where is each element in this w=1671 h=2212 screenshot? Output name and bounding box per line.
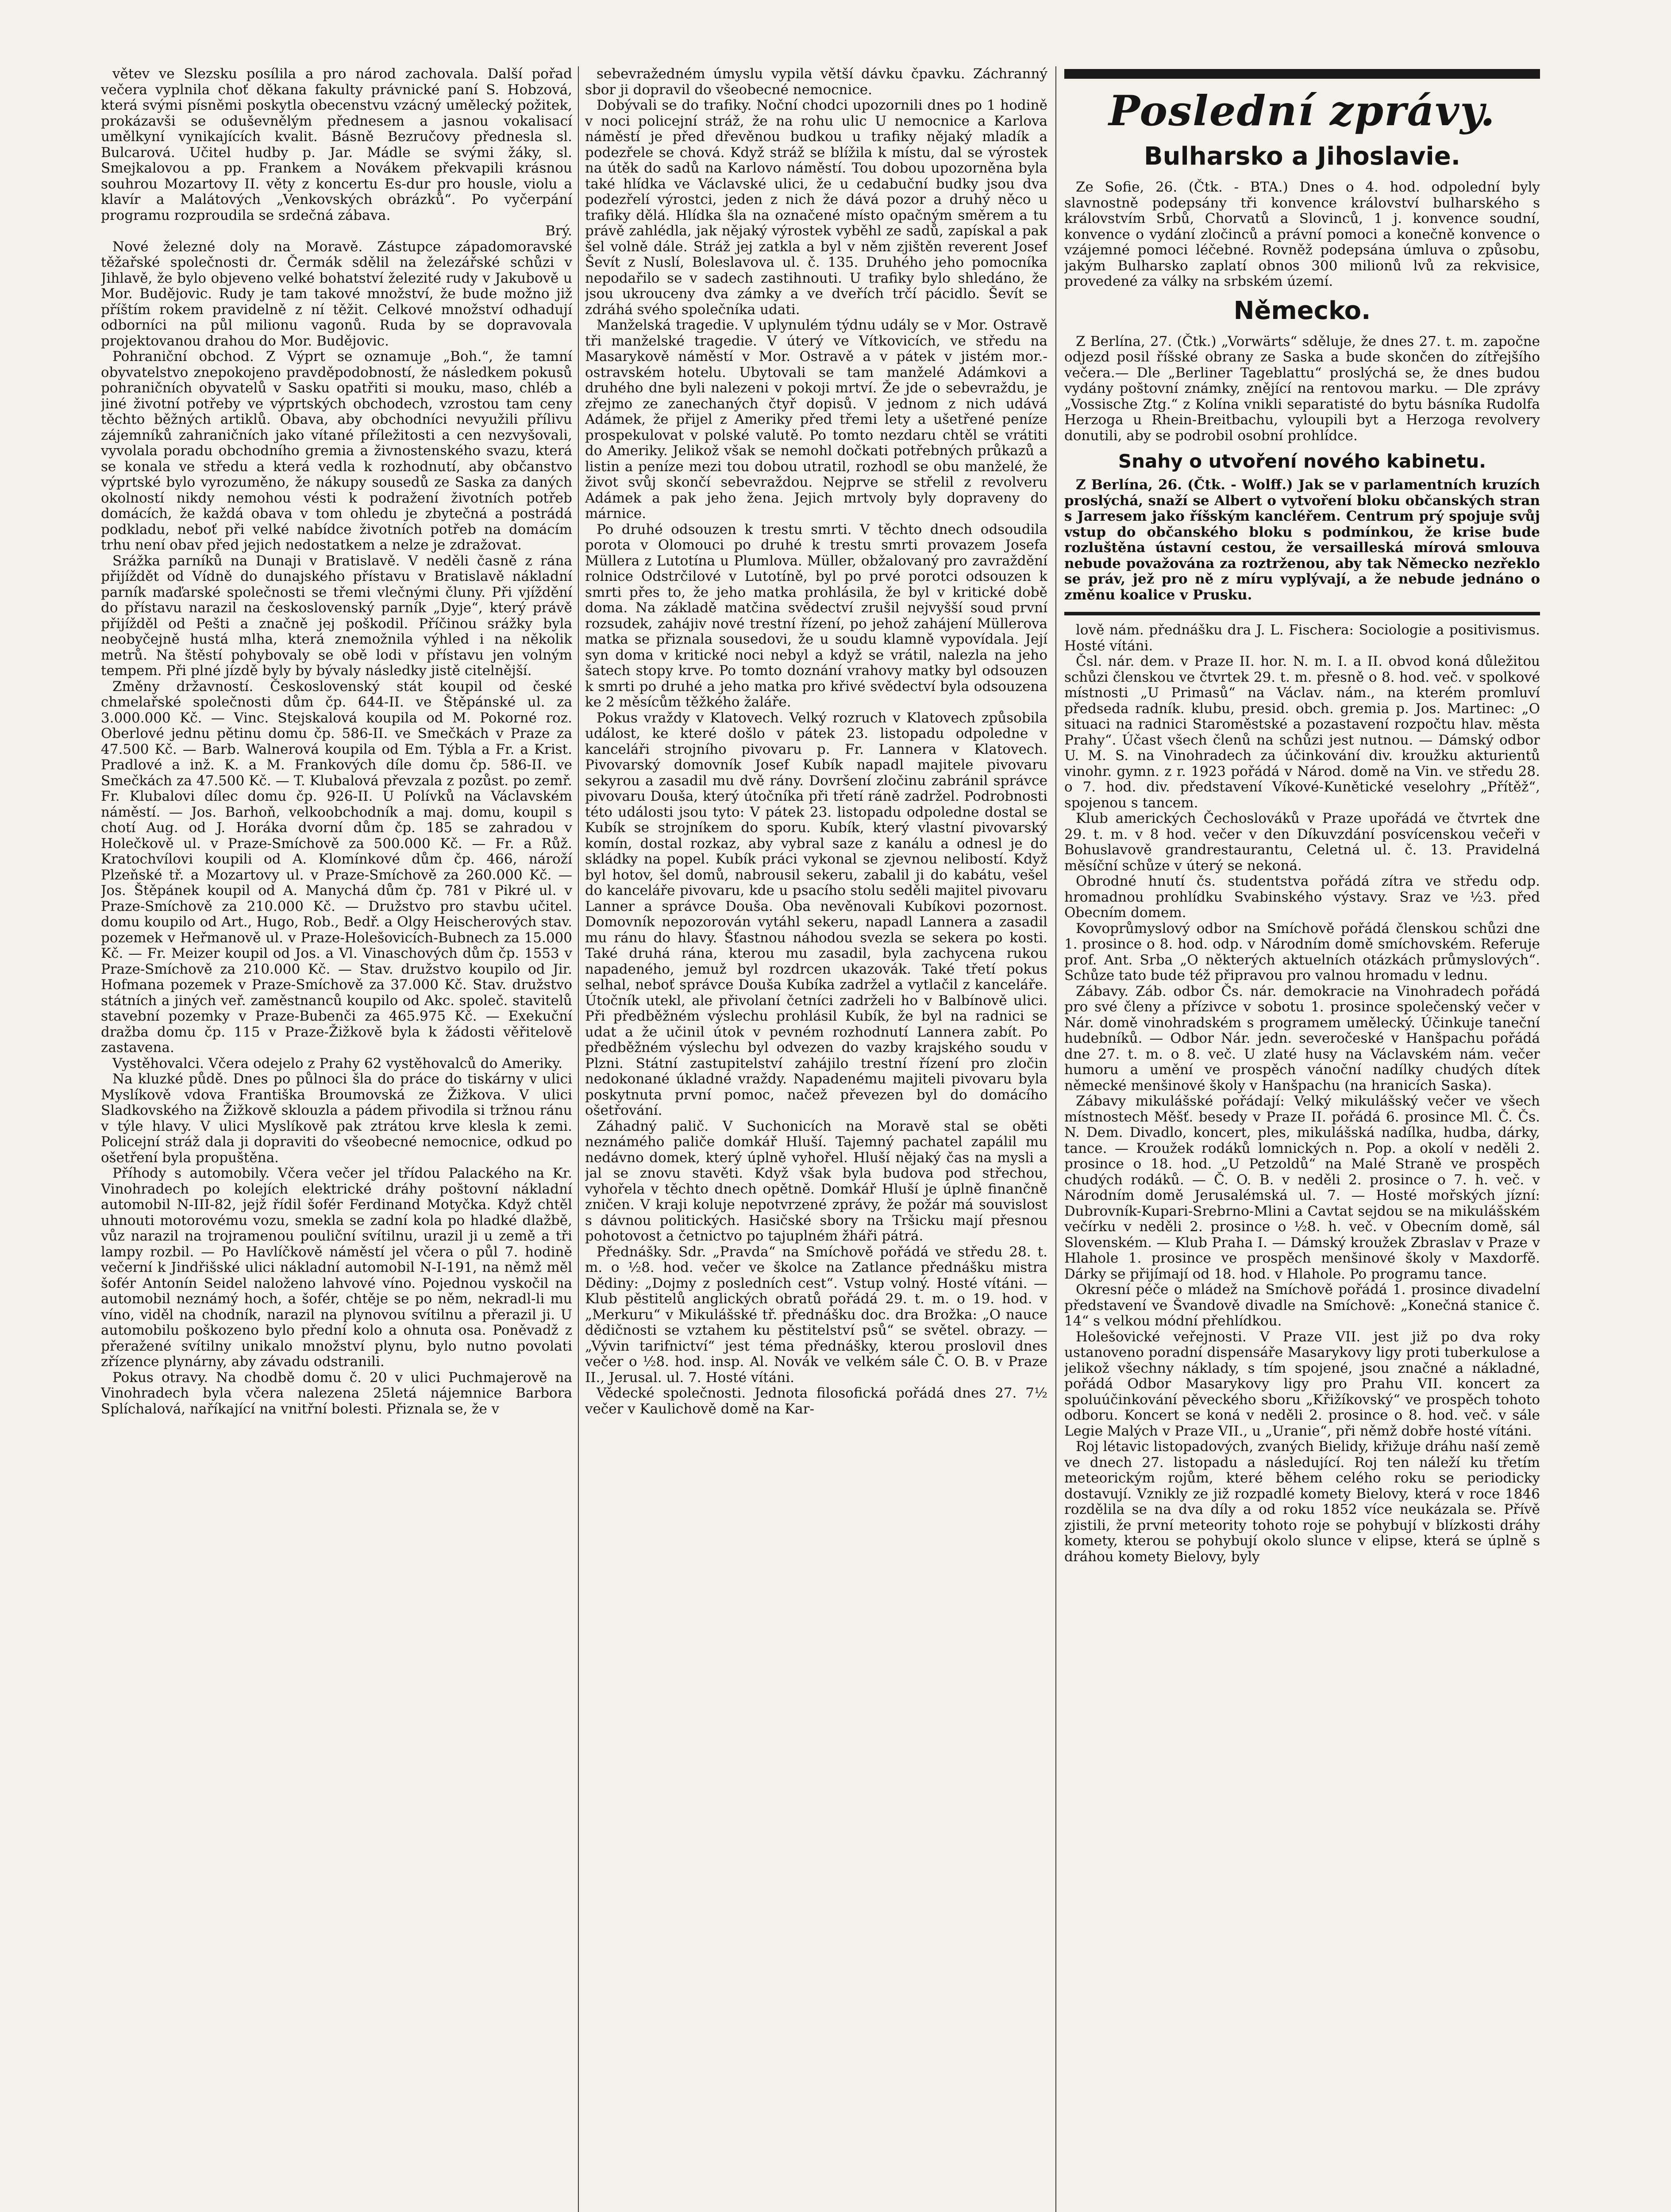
column-divider: [1055, 66, 1056, 2212]
article-paragraph: Příhody s automobily. Včera večer jel třídou Palackého na Kr. Vinohradech po kolejích elektrické dráhy poštovní nákladní automobil N-III-82, jejž řídil šofér Ferdinand Motyčka. Když chtěl uhnouti motorovému vozu, smekla se zadní kola po hladké dlažbě, vůz narazil na trojramenou pouliční svítilnu, urazil ji u země a tři lampy rozbil. — Po Havlíčkově náměstí jel včera o půl 7. hodině večerní k Jindřišské ulici nákladní automobil N-I-191, na němž měl šofér Antonín Seidel naloženo lahvové víno. Pojednou vyskočil na automobil neznámý hoch, a šofér, chtěje se po něm, nekradl-li mu víno, viděl na chodník, narazil na plynovou svítilnu a přerazil ji. U automobilu poškozeno bylo přední kolo a ohnuta osa. Poněvadž z přeražené svítilny unikalo množství plynu, bylo nutno povolati zřízence plynárny, aby závadu odstranili.: [101, 1165, 572, 1370]
article-paragraph: lově nám. přednášku dra J. L. Fischera: Sociologie a positivismus. Hosté vítáni.: [1064, 622, 1540, 654]
section-title: Bulharsko a Jihoslavie.: [1144, 142, 1460, 171]
column-2: [585, 66, 1047, 2212]
article-paragraph: Z Berlína, 27. (Čtk.) „Vorwärts“ sděluje, že dnes 27. t. m. započne odjezd posil říšské obrany ze Saska a bude skončen do zítřejšího večera.— Dle „Berliner Tageblattu“ proslýchá se, že dnes budou vydány poštovní známky, znějící na rentovou marku. — Dle zprávy „Vossische Ztg.“ z Kolína vnikli separatisté do bytu básníka Rudolfa Herzoga u Rhein-Breitbachu, vyloupili byt a Herzoga revolvery donutili, aby se podrobil osobní prohlídce.: [1064, 333, 1540, 444]
article-paragraph: Ze Sofie, 26. (Čtk. - BTA.) Dnes o 4. hod. odpolední byly slavnostně podepsány tři konvence království bulharského s královstvím Srbů, Chorvatů a Slovinců, 1 j. konvence soudní, konvence o vydání zločinců a právní pomoci a konečně konvence o vzájemné pomoci léčebné. Rovněž podepsána úmluva o způsobu, jakým Bulharsko zaplatí obnos 300 milionů lvů za rekvisice, provedené za války na srbském území.: [1064, 179, 1540, 289]
article-paragraph: Holešovické veřejnosti. V Praze VII. jest již po dva roky ustanoveno poradní dispensáře Masarykovy ligy proti tuberkulose a jelikož všechny náklady, s tím spojené, jsou značné a nákladné, pořádá Odbor Masarykovy ligy pro Prahu VII. koncert za spoluúčinkování pěveckého sboru „Křižíkovský“ ve prospěch tohoto odboru. Koncert se koná v neděli 2. prosince o 8. hod. več. v sále Legie Malých v Praze VII., u „Uranie“, při němž dobře hosté vítáni.: [1064, 1329, 1540, 1439]
section-title: Snahy o utvoření nového kabinetu.: [1118, 450, 1486, 472]
article-paragraph: Zábavy. Záb. odbor Čs. nár. demokracie na Vinohradech pořádá pro své členy a přízivce v sobotu 1. prosince společenský večer v Nár. domě vinohradském s programem umělecký. Účinkuje taneční hudebníků. — Odbor Nár. jedn. severočeské v Hanšpachu pořádá dne 27. t. m. o 8. več. U zlaté husy na Václavském nám. večer humoru a umění ve prospěch vánoční nadílky chudých dítek německé menšinové školy v Hanšpachu (na hranicích Saska).: [1064, 983, 1540, 1094]
article-paragraph: Zábavy mikulášské pořádají: Velký mikulášský večer ve všech místnostech Měšť. besedy v Praze II. pořádá 6. prosince Ml. Č. Čs. N. Dem. Divadlo, koncert, ples, mikulášská nadílka, hudba, dárky, tance. — Kroužek rodáků lomnických n. Pop. a okolí v neděli 2. prosince o 18. hod. „U Petzoldů“ na Malé Straně ve prospěch chudých rodáků. — Č. O. B. v neděli 2. prosince o 7. h. več. v Národním domě Jerusalémská ul. 7. — Hosté mořských jízní: Dubrovník-Kupari-Srebrno-Mlini a Cavtat sejdou se na mikulášském večírku v neděli 2. prosince o ½8. h. več. v Obecním domě, sál Slovenském. — Klub Praha I. — Dámský kroužek Zbraslav v Praze v Hlahole 1. prosince ve prospěch menšinové školy v Maxdorfě. Dárky se přijímají od 18. hod. v Hlahole. Po programu tance.: [1064, 1093, 1540, 1282]
article-paragraph: Kovoprůmyslový odbor na Smíchově pořádá členskou schůzi dne 1. prosince o 8. hod. odp. v Národním domě smíchovském. Referuje prof. Ant. Srba „O některých aktuelních otázkách průmyslových“. Schůze tato bude též připravou pro valnou hromadu v lednu.: [1064, 920, 1540, 983]
header-rule: [1064, 69, 1540, 79]
column-1: [101, 66, 572, 2212]
article-paragraph: Nové železné doly na Moravě. Zástupce západomoravské těžařské společnosti dr. Čermák sdělil na železářské schůzi v Jihlavě, že bylo objeveno velké bohatství železité rudy v Jakubově u Mor. Budějovic. Rudy je tam takové množství, že bude možno již příštím rokem pravidelně z ní těžit. Celkové množství odhadují odborníci na půl milionu vagonů. Ruda by se dopravovala projektovanou drahou do Mor. Budějovic.: [101, 238, 572, 349]
article-paragraph: Dobývali se do trafiky. Noční chodci upozornili dnes po 1 hodině v noci policejní stráž, že na rohu ulic U nemocnice a Karlova náměstí je před dřevěnou budkou u trafiky nějaký mladík a podezřele se chová. Když stráž se blížila k místu, dal se výrostek na útěk do sadů na Karlovo náměstí. Tou dobou upozorněna byla také hlídka ve Václavské ulici, že u cedabuční budky jsou dva podezřelí výrostci, jeden z nich že dává pozor a druhý něco u trafiky dělá. Hlídka šla na označené místo opačným směrem a tu právě zahlédla, jak nějaký výrostek vyběhl ze sadů, zapískal a pak šel volně dále. Stráž jej zatkla a byl v něm zjištěn reverent Josef Ševít z Nuslí, Boleslavova ul. č. 135. Druhého jeho pomocníka nepodařilo se v sadech zastihnouti. U trafiky bylo shledáno, že jsou ukrouceny dva zámky a ve dveřích trčí pácidlo. Ševít se zdráhá svého společníka udati.: [585, 97, 1047, 318]
article-paragraph: Z Berlína, 26. (Čtk. - Wolff.) Jak se v parlamentních kruzích proslýchá, snaží se Albert o vytvoření bloku občanských stran s Jarresem jako říšským kancléřem. Centrum prý spojuje svůj vstup do občanského bloku s podmínkou, že krise bude rozluštěna ústavní cestou, že versailleská mírová smlouva nebude považována za roztrženou, aby tak Německo nezřeklo se práv, jež pro ně z míru vyplývají, a že nebude jednáno o změnu koalice v Prusku.: [1064, 477, 1540, 603]
section-title: Německo.: [1233, 296, 1371, 325]
article-paragraph: Pokus vraždy v Klatovech. Velký rozruch v Klatovech způsobila událost, ke které došlo v pátek 23. listopadu odpoledne v kanceláři strojního pivovaru p. Fr. Lannera v Klatovech. Pivovarský domovník Josef Kubík napadl majitele pivovaru sekyrou a zasadil mu dvě rány. Dovršení zločinu zabránil správce pivovaru Douša, který útočníka při třetí ráně zadržel. Podrobnosti této události jsou tyto: V pátek 23. listopadu odpoledne dostal se Kubík se strojníkem do sporu. Kubík, který vlastní pivovarský komín, dostal rozkaz, aby vybral saze z kanálu a odnesl je do skládky na popel. Kubík práci vykonal se zjevnou nelibostí. Když byl hotov, šel domů, nabrousil sekeru, zabalil ji do kabátu, vešel do kanceláře pivovaru, kde u psacího stolu seděli majitel pivovaru Lanner a správce Douša. Oba nevěnovali Kubíkovi pozornost. Domovník nepozorován vytáhl sekeru, napadl Lannera a zasadil mu ránu do hlavy. Šťastnou náhodou svezla se sekera po kosti. Také druhá rána, kterou mu zasadil, byla zachycena rukou napadeného, jemuž byl rozdrcen ukazovák. Také třetí pokus selhal, neboť správce Douša Kubíka zadržel a vytlačil z kanceláře. Útočník utekl, ale přivolaní četníci zadrželi ho v Balbínově ulici. Při předběžném výslechu prohlásil Kubík, že byl na radnici se udat a že učinil útok v pevném rozhodnutí Lannera zabít. Po předběžném výslechu byl odvezen do vazby krajského soudu v Plzni. Státní zastupitelství zahájilo trestní řízení pro zločin nedokonané úkladné vraždy. Napadenému majiteli pivovaru byla poskytnuta první pomoc, načež převezen byl do domácího ošetřování.: [585, 710, 1047, 1118]
article-paragraph: Přednášky. Sdr. „Pravda“ na Smíchově pořádá ve středu 28. t. m. o ½8. hod. večer ve školce na Zatlance přednášku mistra Dědiny: „Dojmy z posledních cest“. Vstup volný. Hosté vítáni. — Klub pěstitelů anglických obratů pořádá 29. t. m. o 19. hod. v „Merkuru“ v Mikulášské tř. přednášku doc. dra Brožka: „O nauce dědičnosti se vztahem ku pěstitelství psů“ se světel. obrazy. — „Vývin tarifnictví“ jest téma přednášky, kterou proslovil dnes večer o ½8. hod. insp. Al. Novák ve velkém sále Č. O. B. v Praze II., Jerusal. ul. 7. Hosté vítáni.: [585, 1244, 1047, 1386]
article-paragraph: Vystěhovalci. Včera odejelo z Prahy 62 vystěhovalců do Ameriky.: [112, 1055, 563, 1071]
article-paragraph: Pohraniční obchod. Z Výprt se oznamuje „Boh.“, že tamní obyvatelstvo znepokojeno pravděpodobností, že následkem pokusů pohraničních obyvatelů v Sasku opatřiti si mouku, maso, chléb a jiné životní potřeby ve výprtských obchodech, vzrostou tam ceny těchto běžných artiklů. Obava, aby obchodníci nevyužili přílivu zájemníků zahraničních jako vítané příležitosti a cen nezvyšovali, vyvolala poradu obchodního gremia a živnostenského svazu, která se konala ve středu a která vedla k rozhodnutí, aby občanstvo výprtské bylo vyrozuměno, že nákupy sousedů ze Saska za daných okolností nikdy nemohou vésti k podražení životních potřeb domácích, že každá obava v tom ohledu je zbytečná a postrádá podkladu, neboť při velké nabídce životních potřeb na domácím trhu není obav před jejich nedostatkem a nelze je zdražovat.: [101, 349, 572, 553]
column-divider: [578, 66, 579, 2212]
article-paragraph: Na kluzké půdě. Dnes po půlnoci šla do práce do tiskárny v ulici Myslíkově vdova Františka Broumovská ze Žižkova. V ulici Sladkovského na Žižkově sklouzla a pádem přivodila si tržnou ránu v týle hlavy. V ulici Myslíkově pak ztrátou krve klesla k zemi. Policejní stráž dala ji dopraviti do všeobecné nemocnice, odkud po ošetření byla propuštěna.: [101, 1071, 572, 1166]
article-paragraph: sebevražedném úmyslu vypila větší dávku čpavku. Záchranný sbor ji dopravil do všeobecné nemocnice.: [585, 66, 1047, 98]
article-paragraph: Manželská tragedie. V uplynulém týdnu udály se v Mor. Ostravě tři manželské tragedie. V úterý ve Vítkovicích, ve středu na Masarykově náměstí v Mor. Ostravě a v pátek v jistém mor.-ostravském hotelu. Ubytovali se tam manželé Adámkovi a druhého dne byli nalezeni v pokoji mrtví. Že jde o sebevraždu, je zřejmo ze zanechaných čtyř dopisů. V jednom z nich udává Adámek, že přijel z Ameriky před třemi lety a ušetřené peníze prospekulovat v polské valutě. Po tomto nezdaru chtěl se vrátiti do Ameriky. Jelikož však se nemohl dočkati potřebných průkazů a listin a peníze mezi tou dobou utratil, rozhodl se obu manželé, že život svůj skončí sebevraždou. Nejprve se střelil z revolveru Adámek a pak jeho žena. Jejich mrtvoly byly dopraveny do márnice.: [585, 317, 1047, 522]
section-divider: [1064, 612, 1540, 615]
article-signature: Brý.: [545, 223, 572, 239]
article-paragraph: Srážka parníků na Dunaji v Bratislavě. V neděli časně z rána přijíždět od Vídně do dunajského přístavu v Bratislavě nákladní parník maďarské společnosti se třemi vlečnými čluny. Při vjíždění do přístavu narazil na československý parník „Dyje“, který právě přijížděl od Pešti a značně jej poškodil. Příčinou srážky byla neobyčejně hustá mlha, která znemožnila výhled i na několik metrů. Na štěstí pohybovaly se obě lodi v přístavu jen volným tempem. Při plné jízdě byly by bývaly následky jistě citelnější.: [101, 553, 572, 679]
article-paragraph: Klub amerických Čechoslováků v Praze upořádá ve čtvrtek dne 29. t. m. v 8 hod. večer v den Díkuvzdání posvícenskou večeři v Bohuslavově grandrestaurantu, Celetná ul. č. 13. Pravidelná měsíční schůze v úterý se nekoná.: [1064, 810, 1540, 874]
article-paragraph: Pokus otravy. Na chodbě domu č. 20 v ulici Puchmajerově na Vinohradech byla včera nalezena 25letá nájemnice Barbora Splíchalová, naříkající na vnitřní bolesti. Přiznala se, že v: [101, 1369, 572, 1417]
article-paragraph: Záhadný palič. V Suchonicích na Moravě stal se oběti neznámého paliče domkář Hluší. Tajemný pachatel zapálil mu nedávno domek, který úplně vyhořel. Hluší nějaký čas na mysli a jal se znovu stavěti. Když však byla budova pod střechou, vyhořela v těchto dnech opětně. Domkář Hluší je úplně finančně zničen. V kraji koluje nepotvrzené zprávy, že požár má souvislost s dávnou politických. Hasičské sbory na Tršicku mají přesnou pohotovost a četnictvo po tajuplném žháři pátrá.: [585, 1118, 1047, 1244]
article-paragraph: Po druhé odsouzen k trestu smrti. V těchto dnech odsoudila porota v Olomouci po druhé k trestu smrti provazem Josefa Müllera z Lutotína u Plumlova. Müller, obžalovaný pro zavraždění rolnice Odstrčilové v Lutotíně, byl po prvé porotci odsouzen k smrti přes to, že jeho matka prohlásila, že byl v kritické době doma. Na základě matčina svědectví zrušil nejvyšší soud první rozsudek, zahájiv nové trestní řízení, po jehož zahájení Müllerova matka se přiznala sousedovi, že u soudu klamně vypovídala. Její syn doma v kritické noci nebyl a když se vrátil, nalezla na jeho šatech stopy krve. Po tomto doznání vrahovy matky byl odsouzen k smrti po druhé a jeho matka pro křivé svědectví byla odsouzena ke 2 měsícům těžkého žaláře.: [585, 521, 1047, 710]
article-paragraph: Obrodné hnutí čs. studentstva pořádá zítra ve středu odp. hromadnou prohlídku Svabinského výstavy. Sraz ve ½3. před Obecním domem.: [1064, 873, 1540, 921]
column-3: [1064, 66, 1540, 2212]
section-header-title: Poslední zprávy.: [1109, 87, 1496, 135]
article-paragraph: větev ve Slezsku posílila a pro národ zachovala. Další pořad večera vyplnila choť děkana fakulty právnické paní S. Hobzová, která svými písněmi poskytla obecenstvu vzácný umělecký požitek, prokázavši se oduševnělým přednesem a jasnou vokalisací umělkyní vynikajících kvalit. Básně Bezručovy přednesla sl. Bulcarová. Učitel hudby p. Jar. Mádle se svými žáky, sl. Smejkalovou a pp. Frankem a Novákem překvapili krásnou souhrou Mozartovy II. věty z koncertu Es-dur pro housle, violu a klavír a Malátových „Venkovských obrázků“. Po vyčerpání programu rozproudila se srdečná zábava.: [101, 66, 572, 223]
article-paragraph: Vědecké společnosti. Jednota filosofická pořádá dnes 27. 7½ večer v Kaulichově domě na Kar-: [585, 1385, 1047, 1417]
article-paragraph: Čsl. nár. dem. v Praze II. hor. N. m. I. a II. obvod koná důležitou schůzi členskou ve čtvrtek 29. t. m. přesně o 8. hod. več. v spolkové místnosti „U Primasů“ na Václav. nám., na kterém promluví předseda radník. klubu, presid. obch. gremia p. Jos. Martinec: „O situaci na radnici Staroměstské a pozastavení rozpočtu hlav. města Prahy“. Účast všech členů na schůzi jest nutnou. — Dámský odbor U. M. S. na Vinohradech za účinkování div. kroužku akturientů vinohr. gymn. z r. 1923 pořádá v Národ. domě na Vin. ve středu 28. o 7. hod. div. představení Víkové-Kunětické veselohry „Přítěž“, spojenou s tancem.: [1064, 653, 1540, 811]
article-paragraph: Roj létavic listopadových, zvaných Bielidy, křižuje dráhu naší země ve dnech 27. listopadu a následující. Roj ten náleží ku třetím meteorickým rojům, které během celého roku se periodicky dostavují. Vznikly ze již rozpadlé komety Bielovy, která v roce 1846 rozdělila se na dva díly a od roku 1852 více neukázala se. Přívě zjistili, že první meteority tohoto roje se pohybují v blízkosti dráhy komety, kterou se pohybují okolo slunce v elipse, která se úplně s dráhou komety Bielovy, byly: [1064, 1439, 1540, 1565]
article-paragraph: Změny državností. Československý stát koupil od české chmelařské společnosti dům čp. 644-II. ve Štěpánské ul. za 3.000.000 Kč. — Vinc. Stejskalová koupila od M. Pokorné roz. Oberlové jednu pětinu domu čp. 586-II. ve Smečkách v Praze za 47.500 Kč. — Barb. Walnerová koupila od Em. Týbla a Fr. a Krist. Pradlové a inž. K. a M. Frankových díle domu čp. 586-II. ve Smečkách za 47.500 Kč. — T. Klubalová převzala z pozůst. po zemř. Fr. Klubalovi dílec domu čp. 926-II. U Polívků na Václavském náměstí. — Jos. Barhoň, velkoobchodník a maj. domu, koupil s chotí Aug. od J. Horáka dvorní dům čp. 185 se zahradou v Holečkově ul. v Praze-Smíchově za 500.000 Kč. — Fr. a Růž. Kratochvílovi koupili od A. Klomínkové dům čp. 466, nároží Plzeňské tř. a Mozartovy ul. v Praze-Smíchově za 260.000 Kč. — Jos. Štěpánek koupil od A. Manychá dům čp. 781 v Pikré ul. v Praze-Smíchově za 210.000 Kč. — Družstvo pro stavbu učitel. domu koupilo od Art., Hugo, Rob., Bedř. a Olgy Heischerových stav. pozemek v Heřmanově ul. v Praze-Holešovicích-Bubnech za 15.000 Kč. — Fr. Meizer koupil od Jos. a Vl. Vinaschových dům čp. 1553 v Praze-Smíchově za 210.000 Kč. — Stav. družstvo koupilo od Jir. Hofmana pozemek v Praze-Smíchově za 37.000 Kč. Stav. družstvo státních a jiných veř. zaměstnanců koupilo od Akc. společ. stavitelů stavební pozemky v Praze-Bubenči za 465.975 Kč. — Exekuční dražba domu čp. 115 v Praze-Žižkově byla k žádosti věřitelově zastavena.: [101, 678, 572, 1056]
article-paragraph: Okresní péče o mládež na Smíchově pořádá 1. prosince divadelní představení ve Švandově divadle na Smíchově: „Konečná stanice č. 14“ s velkou módní přehlídkou.: [1064, 1282, 1540, 1329]
